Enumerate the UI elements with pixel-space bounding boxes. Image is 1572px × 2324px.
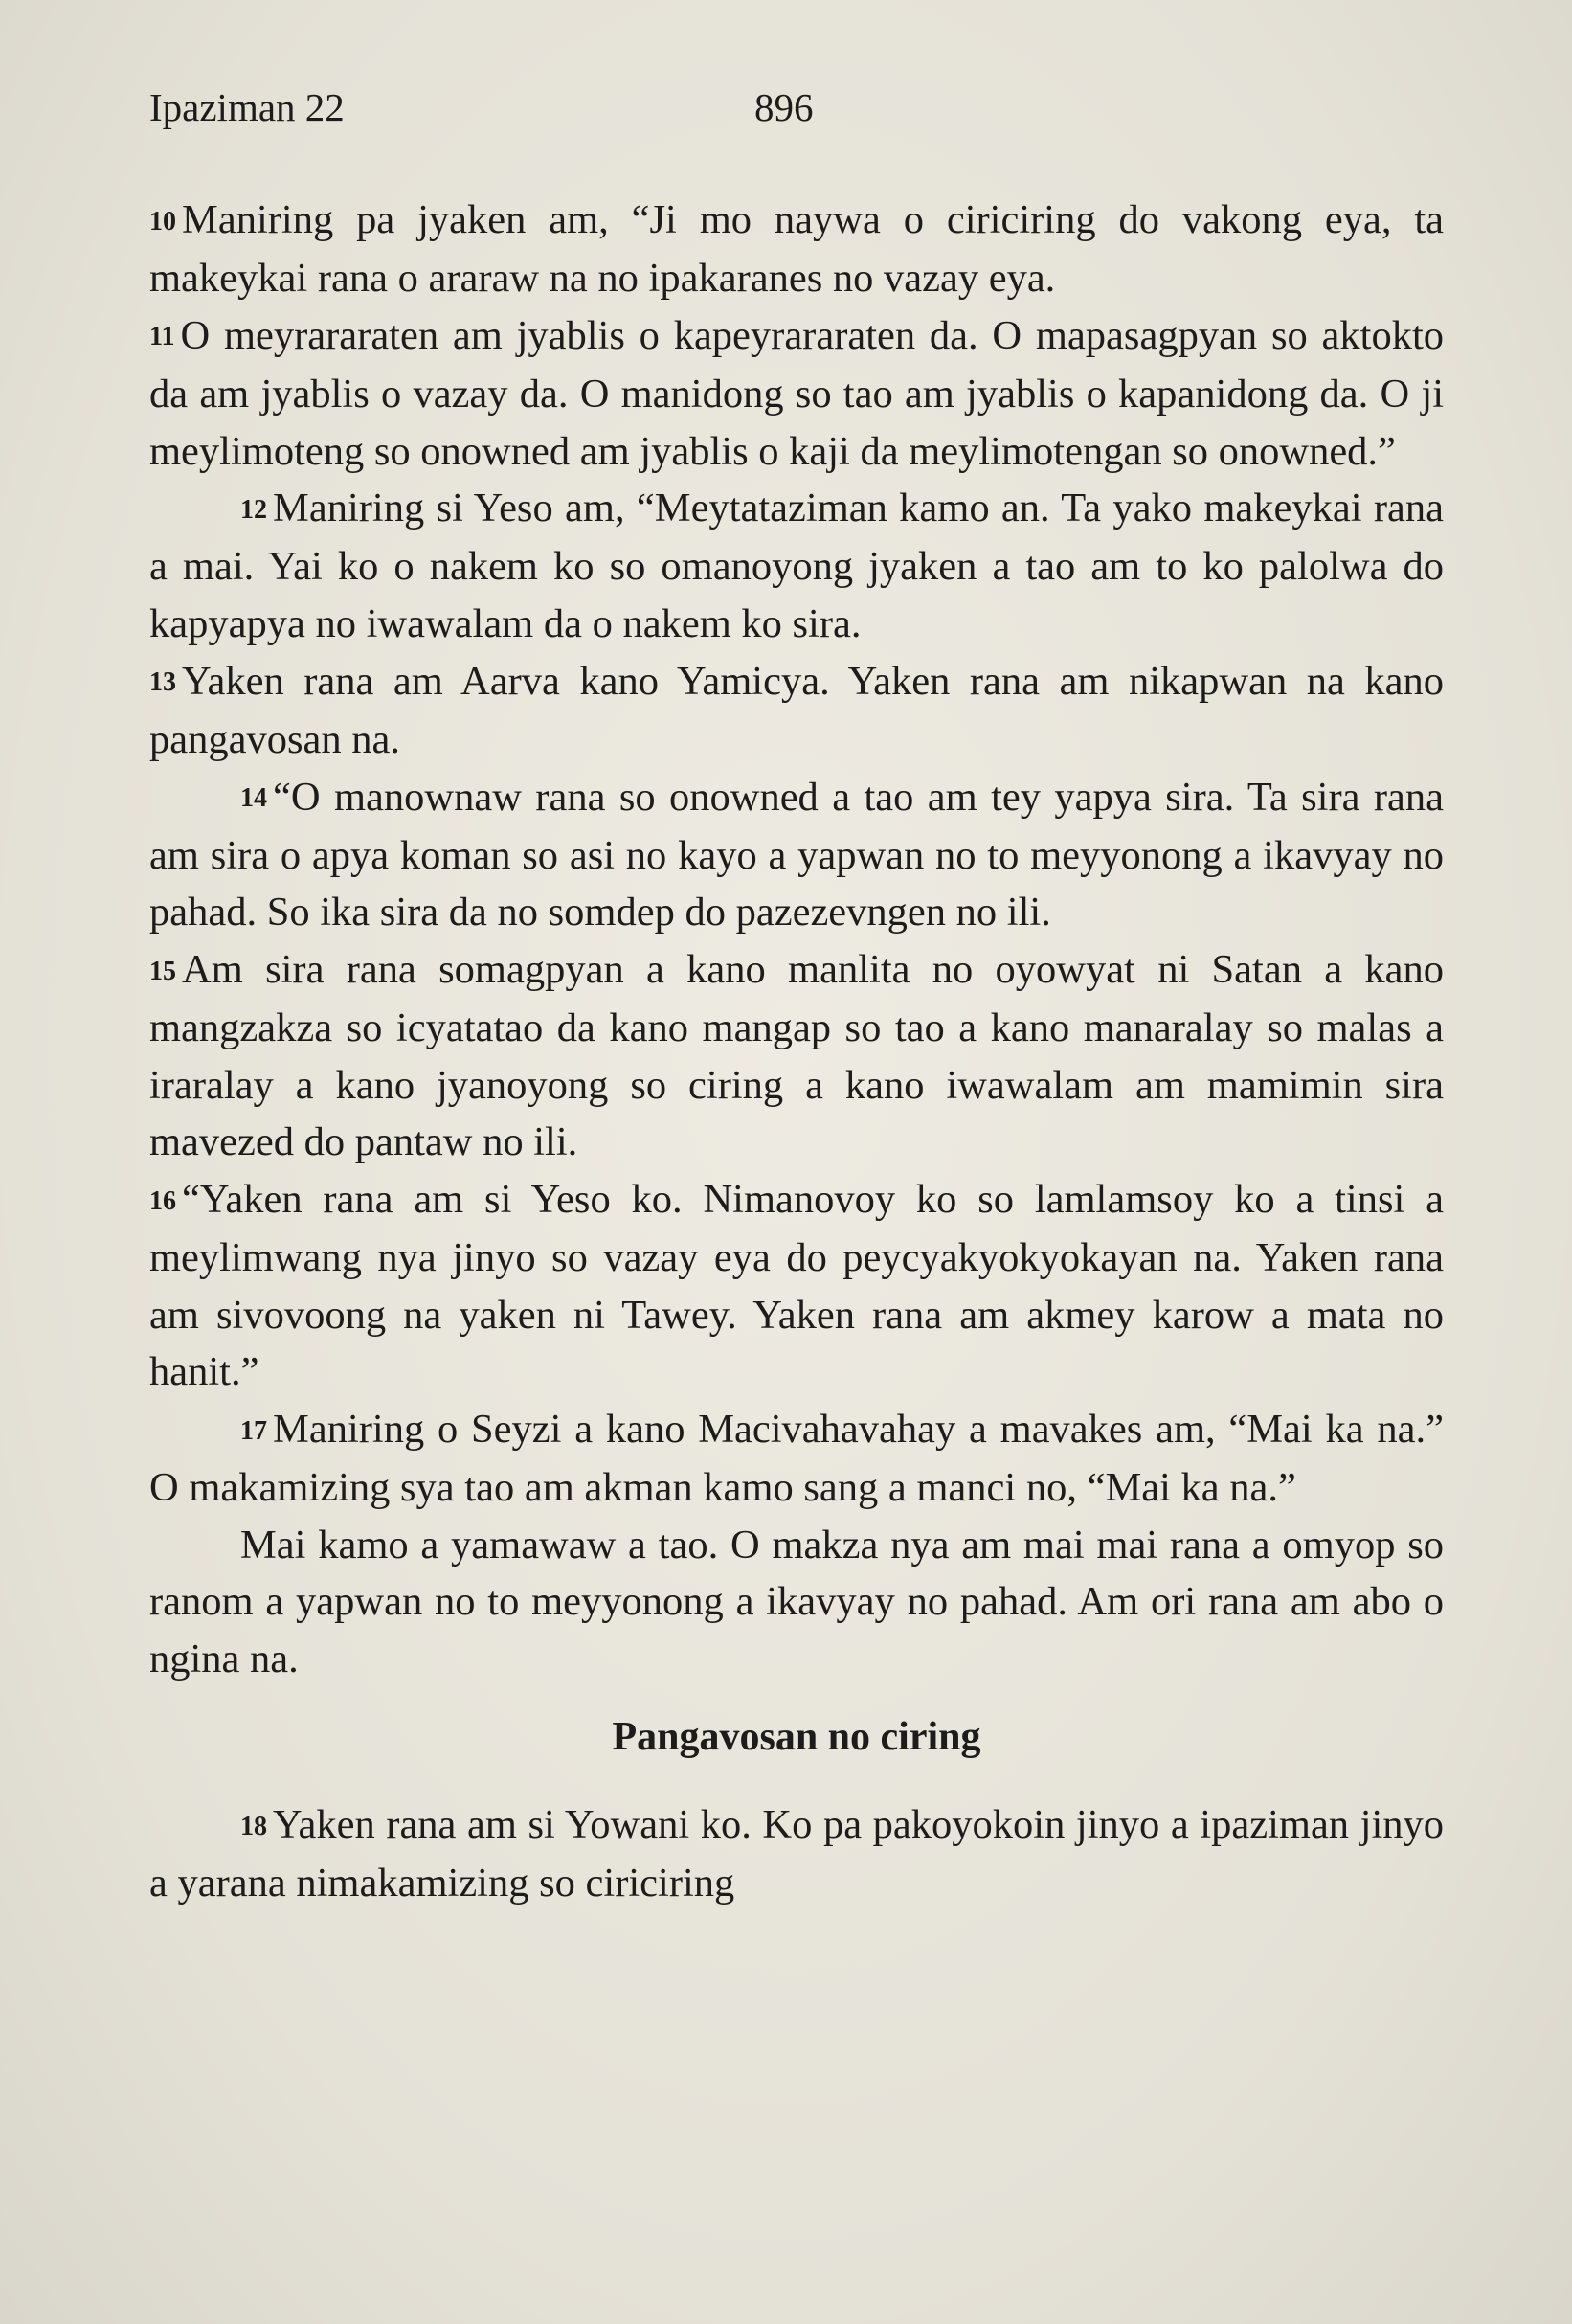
verse-11 xyxy=(149,307,1444,480)
verse-18 xyxy=(149,1796,1444,1912)
verse-number: 12 xyxy=(240,494,268,525)
verse-12 xyxy=(149,480,1444,652)
verse-number: 14 xyxy=(240,783,268,814)
verse-17 xyxy=(149,1401,1444,1517)
verse-number: 15 xyxy=(149,956,177,986)
page-header xyxy=(149,84,1442,142)
verse-text: Maniring pa jyaken am, “Ji mo naywa o ciriciring do vakong eya, ta makeykai rana o araraw na no ipakaranes no vazay eya. xyxy=(149,197,1444,302)
verse-16 xyxy=(149,1171,1444,1401)
verse-text: Maniring si Yeso am, “Meytataziman kamo an. Ta yako makeykai rana a mai. Yai ko o nakem ko so omanoyong jyaken a tao am to ko palolwa do kapyapya no iwawalam da o nakem ko sira. xyxy=(149,485,1444,647)
verse-text: Yaken rana am si Yowani ko. Ko pa pakoyokoin jinyo a ipaziman jinyo a yarana nimakamizing so ciriciring xyxy=(149,1802,1444,1907)
verse-number: 16 xyxy=(149,1185,177,1216)
verse-number: 13 xyxy=(149,667,177,698)
verse-text: Maniring o Seyzi a kano Macivahavahay a mavakes am, “Mai ka na.” O makamizing sya tao am akman kamo sang a manci no, “Mai ka na.” xyxy=(149,1406,1444,1511)
verse-text: Am sira rana somagpyan a kano manlita no oyowyat ni Satan a kano mangzakza so icyatatao da kano mangap so tao a kano manaralay so malas a iraralay a kano jyanoyong so ciring a kano iwawalam am mamimin sira mavezed do pantaw no ili. xyxy=(149,946,1444,1165)
verse-17-continuation: Mai kamo a yamawaw a tao. O makza nya am mai mai rana a omyop so ranom a yapwan no to meyyonong a ikavyay no pahad. Am ori rana am abo o ngina na. xyxy=(149,1522,1444,1681)
verse-number: 10 xyxy=(149,206,177,237)
verse-text: “O manownaw rana so onowned a tao am tey yapya sira. Ta sira rana am sira o apya koman so asi no kayo a yapwan no to meyyonong a ikavyay no pahad. So ika sira da no somdep do pazezevngen no ili. xyxy=(149,774,1444,936)
verse-text: O meyrararaten am jyablis o kapeyrararaten da. O mapasagpyan so aktokto da am jyablis o vazay da. O manidong so tao am jyablis o kapanidong da. O ji meylimoteng so onowned am jyablis o kaji da meylimotengan so onowned.” xyxy=(149,312,1444,474)
verse-13 xyxy=(149,653,1444,769)
page-body xyxy=(149,192,1444,1912)
running-head: Ipaziman 22 xyxy=(149,85,345,129)
page-number: 896 xyxy=(754,85,814,129)
verse-15 xyxy=(149,941,1444,1171)
verse-number: 11 xyxy=(149,322,175,352)
verse-text: Yaken rana am Aarva kano Yamicya. Yaken rana am nikapwan na kano pangavosan na. xyxy=(149,658,1444,762)
verse-14 xyxy=(149,769,1444,941)
verse-number: 18 xyxy=(240,1811,268,1841)
verse-text: “Yaken rana am si Yeso ko. Nimanovoy ko so lamlamsoy ko a tinsi a meylimwang nya jinyo so vazay eya do peycyakyokyokayan na. Yaken rana am sivovoong na yaken ni Tawey. Yaken rana am akmey karow a mata no hanit.” xyxy=(149,1176,1444,1395)
verse-10 xyxy=(149,192,1444,307)
section-heading: Pangavosan no ciring xyxy=(612,1714,981,1759)
verse-number: 17 xyxy=(240,1415,268,1446)
